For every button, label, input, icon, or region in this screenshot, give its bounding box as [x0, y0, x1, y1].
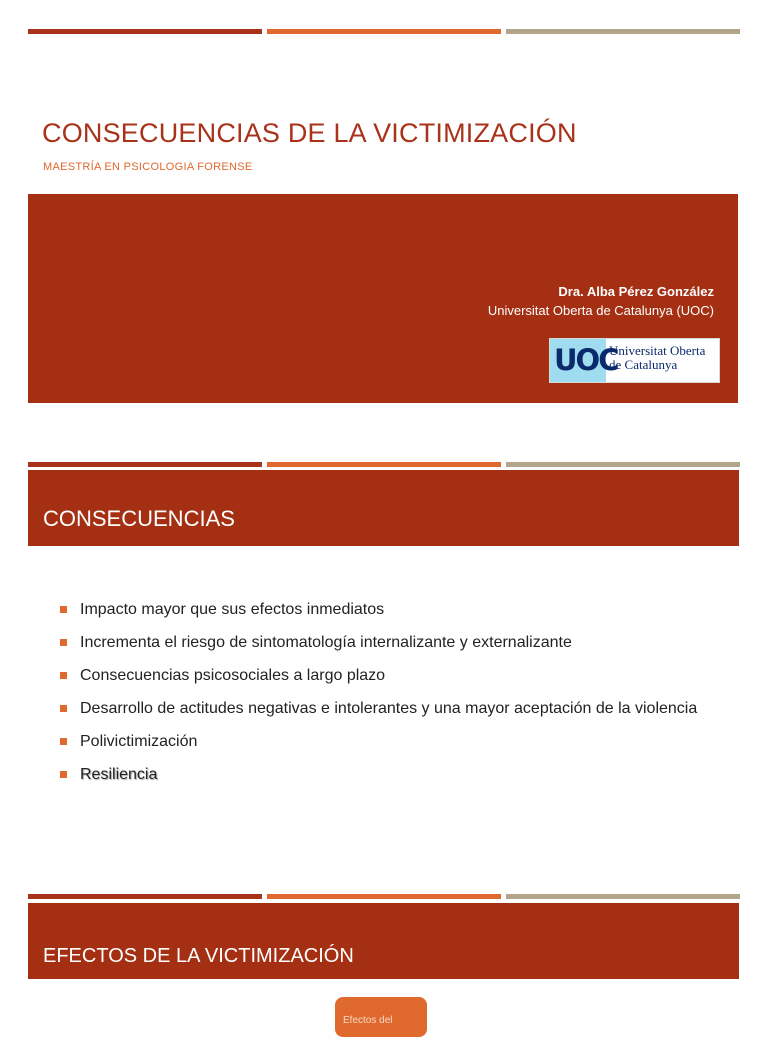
bullet-list — [60, 598, 700, 796]
list-item — [60, 697, 700, 720]
uoc-logo-line-2: de Catalunya — [609, 357, 678, 372]
list-item — [60, 598, 700, 621]
accent-bar-tan — [506, 894, 740, 899]
uoc-logo — [549, 338, 720, 383]
uoc-logo-mark-text: UOC — [554, 343, 618, 377]
slide-heading: EFECTOS DE LA VICTIMIZACIÓN — [43, 945, 354, 967]
accent-bar-orange — [267, 462, 501, 467]
author-name: Dra. Alba Pérez González — [558, 284, 714, 299]
accent-bar-red — [28, 462, 262, 467]
list-item — [60, 631, 700, 654]
list-item-text: Resiliencia — [80, 766, 158, 783]
accent-bar-tan — [506, 29, 740, 34]
bullet-square-icon — [60, 639, 67, 646]
diagram-node-button[interactable] — [335, 997, 427, 1037]
accent-bar-orange — [267, 29, 501, 34]
author-affiliation: Universitat Oberta de Catalunya (UOC) — [487, 303, 714, 318]
list-item-text: Polivictimización — [80, 733, 198, 750]
list-item-text: Consecuencias psicosociales a largo plazo — [80, 667, 386, 684]
uoc-logo-line-1: Universitat Oberta — [609, 343, 706, 358]
uoc-logo-mark — [550, 339, 618, 382]
list-item — [60, 730, 700, 753]
bullet-square-icon — [60, 705, 67, 712]
slide-title: CONSECUENCIAS DE LA VICTIMIZACIÓN — [42, 118, 577, 148]
slide-subtitle: MAESTRÍA EN PSICOLOGIA FORENSE — [43, 161, 253, 173]
accent-bar-red — [28, 894, 262, 899]
bullet-square-icon — [60, 738, 67, 745]
accent-bar-red — [28, 29, 262, 34]
accent-bar-tan — [506, 462, 740, 467]
bullet-square-icon — [60, 606, 67, 613]
bullet-square-icon — [60, 672, 67, 679]
accent-bar-orange — [267, 894, 501, 899]
list-item — [60, 664, 700, 687]
slide-heading: CONSECUENCIAS — [43, 506, 235, 531]
list-item-text: Impacto mayor que sus efectos inmediatos — [80, 601, 385, 618]
list-item-text: Desarrollo de actitudes negativas e intolerantes y una mayor aceptación de la violencia — [80, 700, 698, 717]
uoc-logo-text — [609, 344, 705, 372]
list-item — [60, 763, 700, 786]
list-item-text: Incrementa el riesgo de sintomatología internalizante y externalizante — [80, 634, 572, 651]
bullet-square-icon — [60, 771, 67, 778]
diagram-node-label: Efectos del — [343, 1015, 393, 1026]
